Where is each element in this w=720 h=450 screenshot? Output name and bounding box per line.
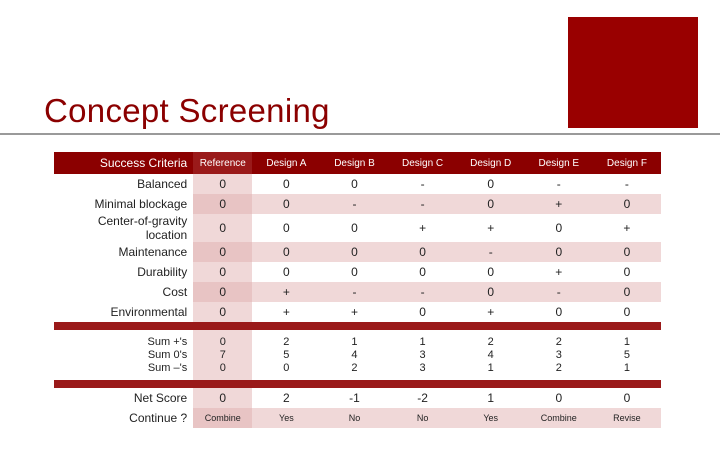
table-cell: +	[252, 282, 320, 302]
table-cell: 0	[457, 262, 525, 282]
table-cell: -	[389, 174, 457, 194]
net-score-cell: 2	[252, 388, 320, 408]
table-cell: +	[457, 302, 525, 322]
table-header-row	[54, 152, 661, 174]
table-cell: 0	[252, 194, 320, 214]
table-cell: -	[593, 174, 661, 194]
continue-label: Continue ?	[129, 411, 188, 425]
header-design-f: Design F	[593, 152, 661, 174]
sum-minus-value: 2	[555, 361, 562, 374]
sum-zero-value: 4	[351, 348, 358, 361]
net-score-cell: 0	[593, 388, 661, 408]
sums-cell	[525, 330, 593, 380]
header-design-a: Design A	[252, 152, 320, 174]
net-score-cell: -1	[320, 388, 388, 408]
continue-cell: No	[320, 408, 388, 428]
continue-cell: Combine	[193, 408, 252, 428]
sums-cell	[389, 330, 457, 380]
table-cell: 0	[389, 302, 457, 322]
row-label: Cost	[162, 285, 188, 299]
table-row	[54, 302, 661, 322]
sum-minus-value: 2	[351, 361, 358, 374]
sum-minus-value: 0	[219, 361, 226, 374]
header-design-e: Design E	[525, 152, 593, 174]
table-cell: 0	[593, 302, 661, 322]
table-row	[54, 282, 661, 302]
table-cell: +	[389, 214, 457, 242]
sum-plus-value: 1	[623, 335, 630, 348]
table-cell: 0	[389, 242, 457, 262]
sum-plus-label: Sum +'s	[147, 335, 188, 348]
table-cell: +	[457, 214, 525, 242]
table-cell: 0	[193, 282, 252, 302]
net-score-cell: -2	[389, 388, 457, 408]
sums-cell	[252, 330, 320, 380]
net-score-cell: 0	[193, 388, 252, 408]
header-success-criteria: Success Criteria	[54, 152, 193, 174]
sum-minus-value: 3	[419, 361, 426, 374]
row-label: Balanced	[137, 177, 188, 191]
sum-plus-value: 2	[555, 335, 562, 348]
table-row	[54, 194, 661, 214]
table-cell: -	[389, 282, 457, 302]
continue-cell: Yes	[252, 408, 320, 428]
table-cell: 0	[193, 302, 252, 322]
table-cell: 0	[320, 242, 388, 262]
table-cell: -	[457, 242, 525, 262]
continue-cell: Combine	[525, 408, 593, 428]
sums-cell	[320, 330, 388, 380]
sum-plus-value: 1	[419, 335, 426, 348]
table-cell: +	[252, 302, 320, 322]
sums-cell	[457, 330, 525, 380]
table-cell: 0	[525, 242, 593, 262]
table-cell: 0	[252, 242, 320, 262]
table-cell: 0	[593, 242, 661, 262]
table-cell: 0	[457, 174, 525, 194]
table-cell: 0	[193, 214, 252, 242]
table-cell: +	[593, 214, 661, 242]
header-design-c: Design C	[389, 152, 457, 174]
table-cell: 0	[252, 174, 320, 194]
table-cell: 0	[252, 262, 320, 282]
row-label: Durability	[137, 265, 188, 279]
row-label: Environmental	[110, 305, 188, 319]
table-cell: -	[389, 194, 457, 214]
sum-plus-value: 0	[219, 335, 226, 348]
net-score-cell: 0	[525, 388, 593, 408]
sums-labels	[54, 330, 193, 380]
row-label: Maintenance	[118, 245, 188, 259]
title-divider	[0, 133, 720, 135]
header-design-b: Design B	[320, 152, 388, 174]
table-cell: 0	[593, 262, 661, 282]
table-cell: 0	[593, 194, 661, 214]
sum-minus-value: 0	[283, 361, 290, 374]
table-cell: -	[320, 282, 388, 302]
sum-zero-value: 4	[487, 348, 494, 361]
table-cell: 0	[457, 194, 525, 214]
concept-screening-table	[54, 152, 661, 428]
sum-zero-value: 3	[419, 348, 426, 361]
net-score-row	[54, 388, 661, 408]
sums-cell	[593, 330, 661, 380]
table-cell: -	[525, 282, 593, 302]
header-reference: Reference	[193, 152, 252, 174]
table-row	[54, 262, 661, 282]
sum-zero-value: 5	[623, 348, 630, 361]
row-label: Center-of-gravity location	[97, 214, 188, 242]
table-cell: 0	[252, 214, 320, 242]
sum-zero-value: 5	[283, 348, 290, 361]
table-cell: 0	[457, 282, 525, 302]
continue-cell: Revise	[593, 408, 661, 428]
sums-cell	[193, 330, 252, 380]
section-separator	[54, 380, 661, 388]
table-cell: 0	[525, 214, 593, 242]
sum-zero-label: Sum 0's	[147, 348, 188, 361]
table-cell: 0	[193, 194, 252, 214]
sum-zero-value: 7	[219, 348, 226, 361]
table-cell: 0	[320, 262, 388, 282]
table-cell: +	[320, 302, 388, 322]
slide-title: Concept Screening	[44, 92, 330, 129]
sum-minus-value: 1	[623, 361, 630, 374]
table-row	[54, 214, 661, 242]
table-row	[54, 174, 661, 194]
table-cell: -	[320, 194, 388, 214]
table-cell: 0	[320, 214, 388, 242]
sum-plus-value: 2	[283, 335, 290, 348]
row-label: Minimal blockage	[94, 197, 188, 211]
section-separator	[54, 322, 661, 330]
table-row	[54, 242, 661, 262]
table-cell: 0	[193, 174, 252, 194]
sum-minus-value: 1	[487, 361, 494, 374]
table-cell: 0	[193, 262, 252, 282]
sum-plus-value: 1	[351, 335, 358, 348]
table-cell: +	[525, 194, 593, 214]
continue-cell: No	[389, 408, 457, 428]
decorative-red-square	[568, 17, 698, 128]
table-cell: 0	[593, 282, 661, 302]
sums-row	[54, 330, 661, 380]
continue-cell: Yes	[457, 408, 525, 428]
continue-row	[54, 408, 661, 428]
table-cell: 0	[320, 174, 388, 194]
table-cell: 0	[525, 302, 593, 322]
sum-minus-label: Sum –'s	[147, 361, 188, 374]
table-cell: 0	[389, 262, 457, 282]
header-design-d: Design D	[457, 152, 525, 174]
sum-zero-value: 3	[555, 348, 562, 361]
net-score-label: Net Score	[133, 391, 188, 405]
sum-plus-value: 2	[487, 335, 494, 348]
table-cell: -	[525, 174, 593, 194]
table-cell: +	[525, 262, 593, 282]
table-cell: 0	[193, 242, 252, 262]
net-score-cell: 1	[457, 388, 525, 408]
